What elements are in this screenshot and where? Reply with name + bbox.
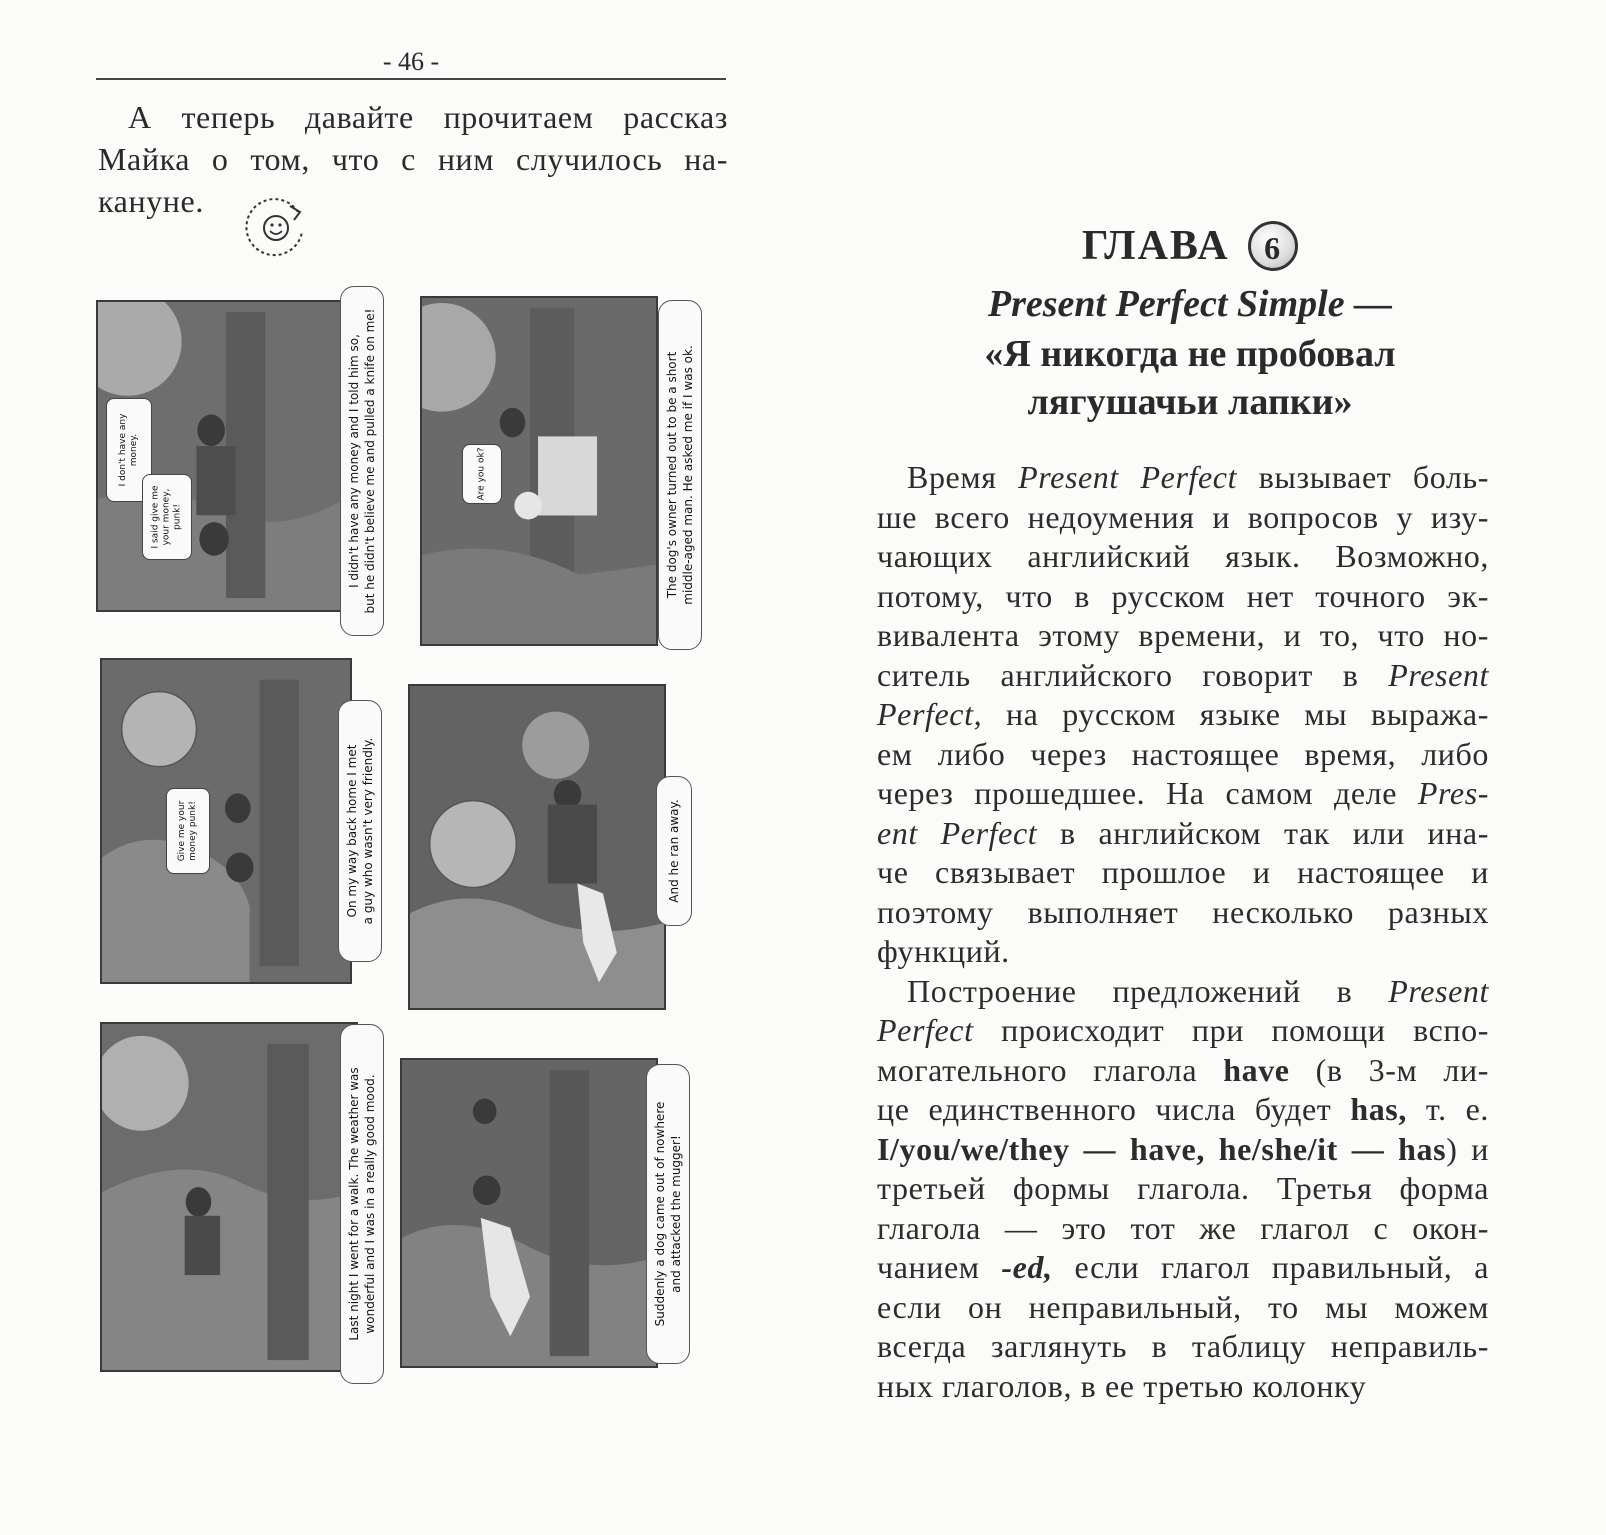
text-run: если глагол правильный, а — [1052, 1249, 1489, 1285]
text-run: ent Perfect — [877, 814, 1038, 851]
text-run: через прошедшее. На самом деле — [877, 775, 1418, 811]
text-line — [877, 577, 1489, 617]
text-line — [877, 1209, 1489, 1249]
text-run: в английском так или ина- — [1037, 814, 1489, 851]
speech-text — [477, 448, 488, 501]
text-line — [877, 972, 1489, 1012]
text-run: функций. — [877, 933, 1010, 969]
text-run: ) и — [1446, 1130, 1489, 1167]
speech-bubble — [462, 444, 502, 504]
text-line — [877, 458, 1489, 498]
caption-line: On my way back home I met — [345, 744, 359, 918]
text-line — [877, 1248, 1489, 1288]
comic-panel — [100, 658, 352, 984]
caption-line: but he didn't believe me and pulled a knife on me! — [363, 308, 377, 614]
chapter-title — [840, 330, 1540, 426]
text-run: Время — [907, 459, 1019, 495]
intro-paragraph — [98, 96, 728, 222]
paragraph — [877, 972, 1489, 1407]
text-line — [877, 893, 1489, 933]
text-line — [877, 735, 1489, 775]
intro-line: кануне. — [98, 183, 204, 219]
caption-text — [664, 345, 696, 604]
text-run: вызывает боль- — [1237, 459, 1490, 495]
text-line — [877, 695, 1489, 735]
text-run: Perfect, — [877, 696, 983, 732]
smiley-icon — [240, 192, 312, 264]
panel-illustration — [102, 1024, 356, 1370]
text-line — [877, 1130, 1489, 1170]
text-line — [877, 1367, 1489, 1407]
panel-illustration — [422, 298, 656, 644]
speech-bubble — [142, 474, 192, 560]
text-run: потому, что в русском нет точного эк- — [877, 577, 1489, 614]
text-run: чающих английский язык. Возможно, — [877, 538, 1489, 574]
chapter-heading — [840, 222, 1540, 274]
text-line — [877, 814, 1489, 854]
intro-line: Майка о том, что с ним случилось на- — [98, 141, 728, 177]
text-line — [877, 932, 1489, 972]
text-run: поэтому выполняет несколько разных — [877, 893, 1489, 930]
speech-text-line: your money, — [161, 488, 172, 546]
caption-line: Last night I went for a walk. The weather was — [347, 1067, 361, 1341]
text-run: происходит при помощи вспо- — [973, 1012, 1489, 1048]
text-run: ных глаголов, в ее третью колонку — [877, 1367, 1367, 1404]
caption-line: wonderful and I was in a really good mood. — [363, 1074, 377, 1334]
text-run: -ed, — [1001, 1249, 1053, 1285]
text-line — [877, 1169, 1489, 1209]
text-run: ше всего недоумения и вопросов у изу- — [877, 498, 1489, 535]
panel-illustration — [402, 1060, 656, 1366]
paragraph — [877, 458, 1489, 972]
text-run: Perfect — [877, 1012, 974, 1048]
panel-caption — [340, 1024, 384, 1384]
speech-bubble — [166, 788, 210, 874]
text-line — [877, 1051, 1489, 1091]
chapter-title-line: лягушачьи лапки» — [1027, 381, 1353, 423]
text-line — [877, 1327, 1489, 1367]
text-run: have — [1223, 1051, 1290, 1088]
panel-caption — [656, 776, 692, 926]
caption-text — [346, 309, 378, 614]
text-run: на русском языке мы выража- — [982, 696, 1489, 732]
text-run: (в 3-м ли- — [1289, 1051, 1489, 1088]
caption-line: and attacked the mugger! — [669, 1135, 683, 1293]
text-run: если он неправильный, то мы можем — [877, 1288, 1489, 1325]
panel-illustration — [410, 686, 664, 1008]
comic-panel — [400, 1058, 658, 1368]
speech-text-line: Are you ok? — [476, 447, 487, 501]
text-run: третьей формы глагола. Третья форма — [877, 1170, 1489, 1206]
text-run: т. е. — [1406, 1091, 1489, 1127]
panel-caption — [646, 1064, 690, 1364]
chapter-label: ГЛАВА — [1081, 223, 1230, 269]
text-run: Present Perfect — [1018, 459, 1238, 495]
text-run: Построение предложений в — [907, 972, 1389, 1009]
panel-caption — [340, 286, 384, 636]
comic-panel — [408, 684, 666, 1010]
speech-text-line: punk! — [172, 504, 183, 530]
caption-line: Suddenly a dog came out of nowhere — [653, 1101, 667, 1327]
intro-line: А теперь давайте прочитаем рассказ — [128, 99, 728, 135]
speech-text-line: money. — [129, 433, 139, 467]
header-rule — [96, 78, 726, 80]
text-line — [877, 1011, 1489, 1051]
text-run: глагола — это тот же глагол с окон- — [877, 1209, 1489, 1246]
chapter-number: 6 — [1248, 221, 1298, 271]
right-page — [760, 0, 1606, 1535]
speech-text — [151, 485, 184, 548]
text-run: ем либо через настоящее время, либо — [877, 735, 1489, 772]
caption-text — [344, 738, 376, 925]
comic-panel — [420, 296, 658, 646]
text-run: всегда заглянуть в таблицу неправиль- — [877, 1328, 1489, 1364]
text-run: чанием — [877, 1249, 1002, 1285]
text-line — [877, 774, 1489, 814]
page-number: - 46 - — [382, 47, 440, 76]
chapter-title-line: «Я никогда не пробовал — [984, 333, 1396, 375]
text-line — [877, 498, 1489, 538]
text-run: че связывает прошлое и настоящее и — [877, 854, 1489, 890]
text-line — [877, 537, 1489, 577]
chapter-subtitle: Present Perfect Simple — — [987, 283, 1393, 325]
body-text — [877, 458, 1489, 1406]
speech-text-line: I don't have any — [118, 413, 128, 487]
text-run: це единственного числа будет — [877, 1091, 1351, 1127]
caption-line: a guy who wasn't very friendly. — [361, 737, 375, 925]
text-run: I/you/we/they — have, he/she/it — has — [877, 1130, 1447, 1167]
panel-illustration — [102, 660, 350, 982]
text-line — [877, 616, 1489, 656]
panel-caption — [338, 700, 382, 962]
speech-text-line: I said give me — [150, 485, 161, 549]
text-line — [877, 656, 1489, 696]
text-run: могательного глагола — [877, 1051, 1224, 1088]
text-line — [877, 853, 1489, 893]
text-run: Pres- — [1417, 775, 1489, 811]
caption-line: I didn't have any money and I told him so, — [347, 334, 361, 588]
speech-text — [118, 414, 140, 487]
caption-text — [652, 1102, 684, 1327]
text-run: Present — [1388, 656, 1489, 693]
speech-text — [177, 801, 199, 862]
comic-panel — [96, 300, 346, 612]
caption-line: middle-aged man. He asked me if I was ok. — [681, 345, 695, 605]
text-line — [877, 1090, 1489, 1130]
caption-line: And he ran away. — [667, 799, 681, 903]
text-run: has, — [1350, 1091, 1407, 1127]
speech-text-line: Give me your — [177, 800, 187, 862]
text-run: ситель английского говорит в — [877, 656, 1389, 693]
speech-text-line: money punk! — [188, 801, 198, 861]
caption-text — [346, 1067, 378, 1340]
caption-line: The dog's owner turned out to be a short — [665, 351, 679, 599]
left-page — [0, 0, 760, 1535]
text-line — [877, 1288, 1489, 1328]
caption-text — [666, 799, 682, 902]
text-run: вивалента этому времени, и то, что но- — [877, 617, 1489, 653]
comic-panel — [100, 1022, 358, 1372]
text-run: Present — [1388, 972, 1489, 1009]
panel-caption — [658, 300, 702, 650]
